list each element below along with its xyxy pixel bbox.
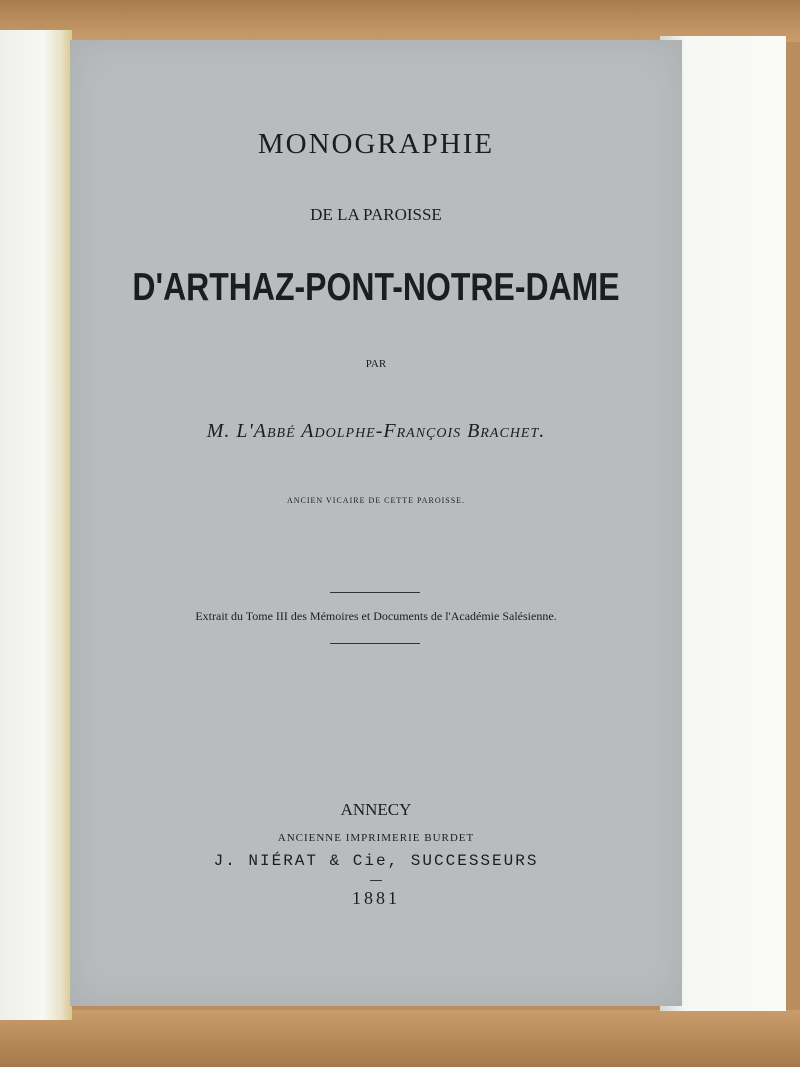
author: M. L'Abbé Adolphe-François Brachet. xyxy=(206,420,546,442)
printer: ANCIENNE IMPRIMERIE BURDET xyxy=(277,832,475,844)
author-role: ANCIEN VICAIRE DE CETTE PAROISSE. xyxy=(286,496,466,505)
left-page-edge xyxy=(0,30,72,1020)
subtitle: DE LA PAROISSE xyxy=(310,205,442,224)
divider xyxy=(330,592,420,593)
successors: J. NIÉRAT & Cie, SUCCESSEURS xyxy=(213,852,539,870)
title: MONOGRAPHIE xyxy=(257,128,495,160)
wooden-table-bottom xyxy=(0,1010,800,1067)
place-name: D'ARTHAZ-PONT-NOTRE-DAME xyxy=(132,266,620,309)
divider xyxy=(370,880,382,881)
book-cover xyxy=(70,40,682,1006)
city: ANNECY xyxy=(340,800,412,819)
divider xyxy=(330,643,420,644)
par-label: PAR xyxy=(365,358,387,370)
extract-note: Extrait du Tome III des Mémoires et Documents de l'Académie Salésienne. xyxy=(195,609,557,623)
year: 1881 xyxy=(352,888,400,908)
